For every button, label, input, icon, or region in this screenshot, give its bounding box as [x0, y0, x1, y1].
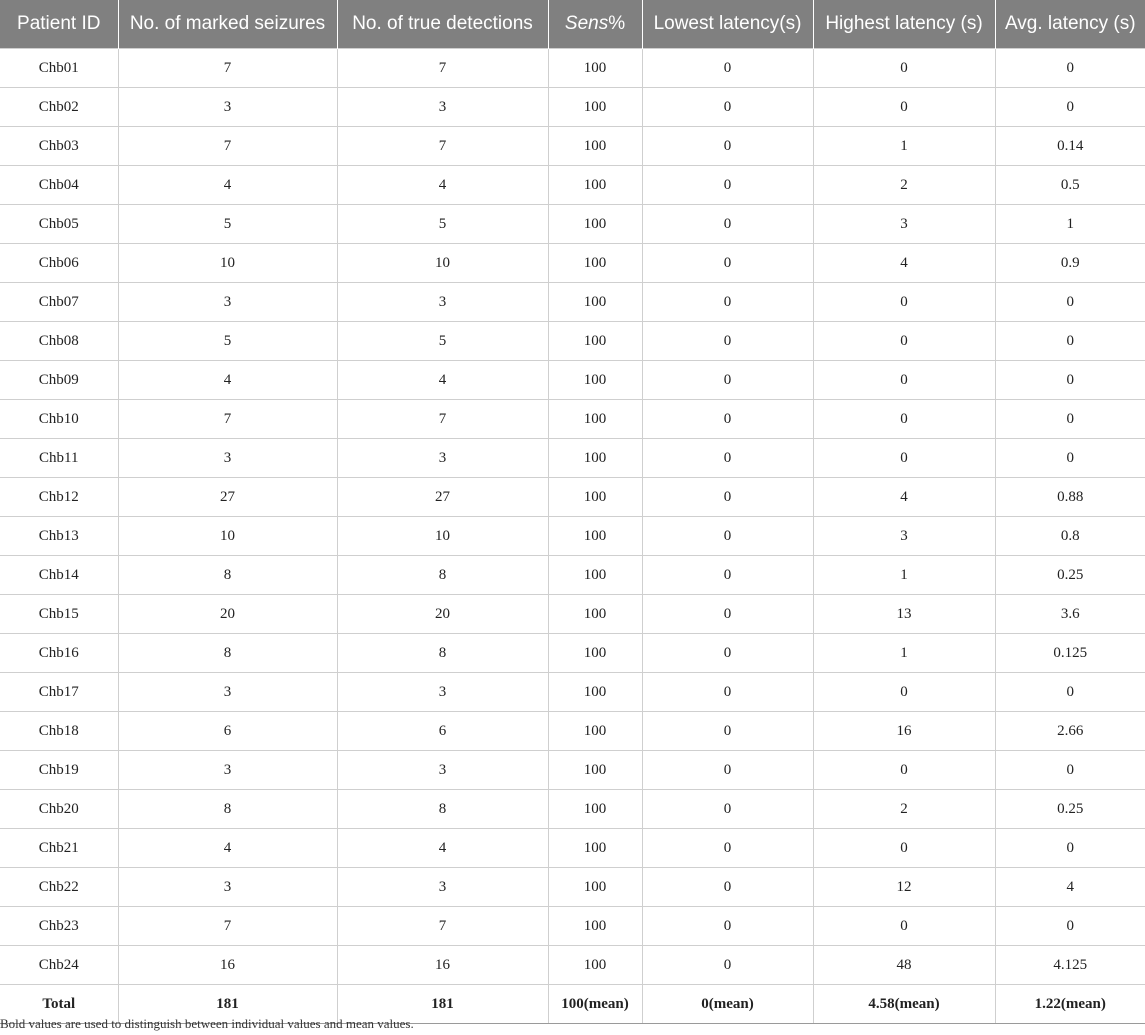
highest-latency-cell: 48	[813, 946, 995, 985]
header-patient-id: Patient ID	[0, 0, 118, 49]
header-row	[0, 0, 1145, 49]
highest-latency-cell: 0	[813, 673, 995, 712]
patient-id-cell: Chb23	[0, 907, 118, 946]
avg-latency-cell: 0	[995, 400, 1145, 439]
marked-seizures-cell: 3	[118, 439, 337, 478]
patient-id-cell: Chb18	[0, 712, 118, 751]
true-detections-cell: 4	[337, 361, 548, 400]
patient-id-cell: Chb04	[0, 166, 118, 205]
sensitivity-cell: 100	[548, 751, 642, 790]
lowest-latency-cell: 0	[642, 946, 813, 985]
highest-latency-cell: 2	[813, 790, 995, 829]
table-row	[0, 595, 1145, 634]
true-detections-cell: 16	[337, 946, 548, 985]
true-detections-cell: 3	[337, 283, 548, 322]
sensitivity-cell: 100	[548, 205, 642, 244]
lowest-latency-cell: 0	[642, 907, 813, 946]
true-detections-cell: 7	[337, 907, 548, 946]
lowest-latency-cell: 0	[642, 712, 813, 751]
patient-id-cell: Chb10	[0, 400, 118, 439]
sensitivity-cell: 100	[548, 283, 642, 322]
table-row	[0, 400, 1145, 439]
highest-latency-cell: 0	[813, 400, 995, 439]
highest-latency-cell: 2	[813, 166, 995, 205]
lowest-latency-cell: 0	[642, 556, 813, 595]
marked-seizures-cell: 4	[118, 166, 337, 205]
sensitivity-cell: 100	[548, 127, 642, 166]
table-row	[0, 361, 1145, 400]
avg-latency-cell: 0.25	[995, 556, 1145, 595]
sensitivity-cell: 100	[548, 322, 642, 361]
table-row	[0, 946, 1145, 985]
true-detections-cell: 6	[337, 712, 548, 751]
highest-latency-cell: 3	[813, 205, 995, 244]
table-row	[0, 712, 1145, 751]
patient-id-cell: Chb22	[0, 868, 118, 907]
avg-latency-cell: 0	[995, 751, 1145, 790]
lowest-latency-cell: 0	[642, 634, 813, 673]
lowest-latency-cell: 0	[642, 517, 813, 556]
sensitivity-cell: 100	[548, 868, 642, 907]
patient-id-cell: Chb14	[0, 556, 118, 595]
marked-seizures-cell: 3	[118, 673, 337, 712]
highest-latency-cell: 0	[813, 322, 995, 361]
table-row	[0, 478, 1145, 517]
highest-latency-cell: 16	[813, 712, 995, 751]
table-row	[0, 907, 1145, 946]
avg-latency-cell: 0.25	[995, 790, 1145, 829]
header-lowest-latency: Lowest latency(s)	[642, 0, 813, 49]
avg-latency-cell: 0.125	[995, 634, 1145, 673]
patient-id-cell: Chb15	[0, 595, 118, 634]
true-detections-cell: 5	[337, 322, 548, 361]
patient-id-cell: Chb11	[0, 439, 118, 478]
patient-id-cell: Chb20	[0, 790, 118, 829]
table-row	[0, 634, 1145, 673]
avg-latency-cell: 0	[995, 361, 1145, 400]
true-detections-cell: 27	[337, 478, 548, 517]
table-row	[0, 283, 1145, 322]
lowest-latency-cell: 0	[642, 166, 813, 205]
table-row	[0, 88, 1145, 127]
highest-latency-cell: 0	[813, 829, 995, 868]
marked-seizures-cell: 7	[118, 127, 337, 166]
marked-seizures-cell: 3	[118, 88, 337, 127]
true-detections-cell: 4	[337, 166, 548, 205]
total-lowest-latency-cell: 0(mean)	[642, 985, 813, 1024]
marked-seizures-cell: 10	[118, 517, 337, 556]
sensitivity-cell: 100	[548, 361, 642, 400]
patient-id-cell: Chb07	[0, 283, 118, 322]
avg-latency-cell: 0	[995, 907, 1145, 946]
avg-latency-cell: 0.8	[995, 517, 1145, 556]
header-avg-latency: Avg. latency (s)	[995, 0, 1145, 49]
header-true-detections: No. of true detections	[337, 0, 548, 49]
lowest-latency-cell: 0	[642, 361, 813, 400]
true-detections-cell: 8	[337, 556, 548, 595]
lowest-latency-cell: 0	[642, 673, 813, 712]
avg-latency-cell: 0	[995, 49, 1145, 88]
true-detections-cell: 3	[337, 868, 548, 907]
patient-id-cell: Chb05	[0, 205, 118, 244]
table-row	[0, 751, 1145, 790]
table-row	[0, 244, 1145, 283]
sensitivity-cell: 100	[548, 439, 642, 478]
lowest-latency-cell: 0	[642, 283, 813, 322]
patient-id-cell: Chb01	[0, 49, 118, 88]
highest-latency-cell: 12	[813, 868, 995, 907]
table-row	[0, 790, 1145, 829]
patient-id-cell: Chb24	[0, 946, 118, 985]
table-row	[0, 517, 1145, 556]
avg-latency-cell: 0	[995, 88, 1145, 127]
avg-latency-cell: 0	[995, 673, 1145, 712]
highest-latency-cell: 1	[813, 556, 995, 595]
total-patient-id-cell: Total	[0, 985, 118, 1024]
highest-latency-cell: 4	[813, 244, 995, 283]
marked-seizures-cell: 4	[118, 829, 337, 868]
table-row	[0, 829, 1145, 868]
sensitivity-cell: 100	[548, 595, 642, 634]
total-sensitivity-cell: 100(mean)	[548, 985, 642, 1024]
lowest-latency-cell: 0	[642, 400, 813, 439]
total-true-detections-cell: 181	[337, 985, 548, 1024]
lowest-latency-cell: 0	[642, 439, 813, 478]
highest-latency-cell: 3	[813, 517, 995, 556]
table-row	[0, 49, 1145, 88]
marked-seizures-cell: 3	[118, 868, 337, 907]
highest-latency-cell: 1	[813, 127, 995, 166]
table-body	[0, 49, 1145, 1024]
sensitivity-cell: 100	[548, 634, 642, 673]
marked-seizures-cell: 7	[118, 907, 337, 946]
patient-id-cell: Chb19	[0, 751, 118, 790]
patient-id-cell: Chb08	[0, 322, 118, 361]
lowest-latency-cell: 0	[642, 244, 813, 283]
marked-seizures-cell: 27	[118, 478, 337, 517]
sensitivity-cell: 100	[548, 478, 642, 517]
total-highest-latency-cell: 4.58(mean)	[813, 985, 995, 1024]
highest-latency-cell: 0	[813, 751, 995, 790]
marked-seizures-cell: 6	[118, 712, 337, 751]
marked-seizures-cell: 8	[118, 790, 337, 829]
table-row	[0, 868, 1145, 907]
total-marked-seizures-cell: 181	[118, 985, 337, 1024]
marked-seizures-cell: 7	[118, 49, 337, 88]
table-row	[0, 673, 1145, 712]
patient-id-cell: Chb16	[0, 634, 118, 673]
lowest-latency-cell: 0	[642, 88, 813, 127]
avg-latency-cell: 4	[995, 868, 1145, 907]
lowest-latency-cell: 0	[642, 751, 813, 790]
highest-latency-cell: 4	[813, 478, 995, 517]
marked-seizures-cell: 3	[118, 751, 337, 790]
lowest-latency-cell: 0	[642, 49, 813, 88]
avg-latency-cell: 0.9	[995, 244, 1145, 283]
sensitivity-cell: 100	[548, 166, 642, 205]
true-detections-cell: 3	[337, 673, 548, 712]
lowest-latency-cell: 0	[642, 829, 813, 868]
lowest-latency-cell: 0	[642, 205, 813, 244]
total-avg-latency-cell: 1.22(mean)	[995, 985, 1145, 1024]
true-detections-cell: 8	[337, 790, 548, 829]
sensitivity-cell: 100	[548, 790, 642, 829]
avg-latency-cell: 4.125	[995, 946, 1145, 985]
true-detections-cell: 4	[337, 829, 548, 868]
marked-seizures-cell: 10	[118, 244, 337, 283]
table-footnote: Bold values are used to distinguish between individual values and mean values.	[0, 1016, 414, 1031]
true-detections-cell: 20	[337, 595, 548, 634]
lowest-latency-cell: 0	[642, 478, 813, 517]
avg-latency-cell: 0	[995, 829, 1145, 868]
sensitivity-cell: 100	[548, 712, 642, 751]
patient-id-cell: Chb06	[0, 244, 118, 283]
avg-latency-cell: 3.6	[995, 595, 1145, 634]
table-row	[0, 166, 1145, 205]
true-detections-cell: 7	[337, 49, 548, 88]
avg-latency-cell: 0.14	[995, 127, 1145, 166]
header-highest-latency: Highest latency (s)	[813, 0, 995, 49]
table-row	[0, 439, 1145, 478]
sensitivity-cell: 100	[548, 829, 642, 868]
table-row	[0, 556, 1145, 595]
lowest-latency-cell: 0	[642, 595, 813, 634]
highest-latency-cell: 0	[813, 283, 995, 322]
true-detections-cell: 8	[337, 634, 548, 673]
sensitivity-cell: 100	[548, 556, 642, 595]
highest-latency-cell: 13	[813, 595, 995, 634]
table-row	[0, 205, 1145, 244]
sensitivity-cell: 100	[548, 907, 642, 946]
avg-latency-cell: 2.66	[995, 712, 1145, 751]
true-detections-cell: 3	[337, 88, 548, 127]
patient-id-cell: Chb03	[0, 127, 118, 166]
header-sensitivity: Sens%	[548, 0, 642, 49]
true-detections-cell: 3	[337, 751, 548, 790]
marked-seizures-cell: 3	[118, 283, 337, 322]
sensitivity-cell: 100	[548, 88, 642, 127]
patient-id-cell: Chb09	[0, 361, 118, 400]
marked-seizures-cell: 8	[118, 556, 337, 595]
avg-latency-cell: 1	[995, 205, 1145, 244]
lowest-latency-cell: 0	[642, 322, 813, 361]
sensitivity-cell: 100	[548, 673, 642, 712]
avg-latency-cell: 0	[995, 439, 1145, 478]
highest-latency-cell: 0	[813, 907, 995, 946]
avg-latency-cell: 0.88	[995, 478, 1145, 517]
true-detections-cell: 7	[337, 127, 548, 166]
avg-latency-cell: 0	[995, 322, 1145, 361]
true-detections-cell: 10	[337, 517, 548, 556]
patient-id-cell: Chb02	[0, 88, 118, 127]
header-sensitivity-text: Sens	[564, 13, 609, 34]
avg-latency-cell: 0	[995, 283, 1145, 322]
true-detections-cell: 10	[337, 244, 548, 283]
patient-id-cell: Chb12	[0, 478, 118, 517]
highest-latency-cell: 0	[813, 361, 995, 400]
patient-id-cell: Chb21	[0, 829, 118, 868]
marked-seizures-cell: 7	[118, 400, 337, 439]
lowest-latency-cell: 0	[642, 127, 813, 166]
patient-id-cell: Chb13	[0, 517, 118, 556]
header-marked-seizures: No. of marked seizures	[118, 0, 337, 49]
sensitivity-cell: 100	[548, 946, 642, 985]
sensitivity-cell: 100	[548, 517, 642, 556]
avg-latency-cell: 0.5	[995, 166, 1145, 205]
lowest-latency-cell: 0	[642, 790, 813, 829]
marked-seizures-cell: 8	[118, 634, 337, 673]
highest-latency-cell: 0	[813, 88, 995, 127]
sensitivity-cell: 100	[548, 49, 642, 88]
patient-id-cell: Chb17	[0, 673, 118, 712]
lowest-latency-cell: 0	[642, 868, 813, 907]
true-detections-cell: 5	[337, 205, 548, 244]
marked-seizures-cell: 4	[118, 361, 337, 400]
marked-seizures-cell: 16	[118, 946, 337, 985]
sensitivity-cell: 100	[548, 244, 642, 283]
highest-latency-cell: 1	[813, 634, 995, 673]
true-detections-cell: 7	[337, 400, 548, 439]
true-detections-cell: 3	[337, 439, 548, 478]
table-row	[0, 127, 1145, 166]
table-row	[0, 322, 1145, 361]
marked-seizures-cell: 5	[118, 205, 337, 244]
marked-seizures-cell: 20	[118, 595, 337, 634]
marked-seizures-cell: 5	[118, 322, 337, 361]
sensitivity-cell: 100	[548, 400, 642, 439]
highest-latency-cell: 0	[813, 49, 995, 88]
highest-latency-cell: 0	[813, 439, 995, 478]
